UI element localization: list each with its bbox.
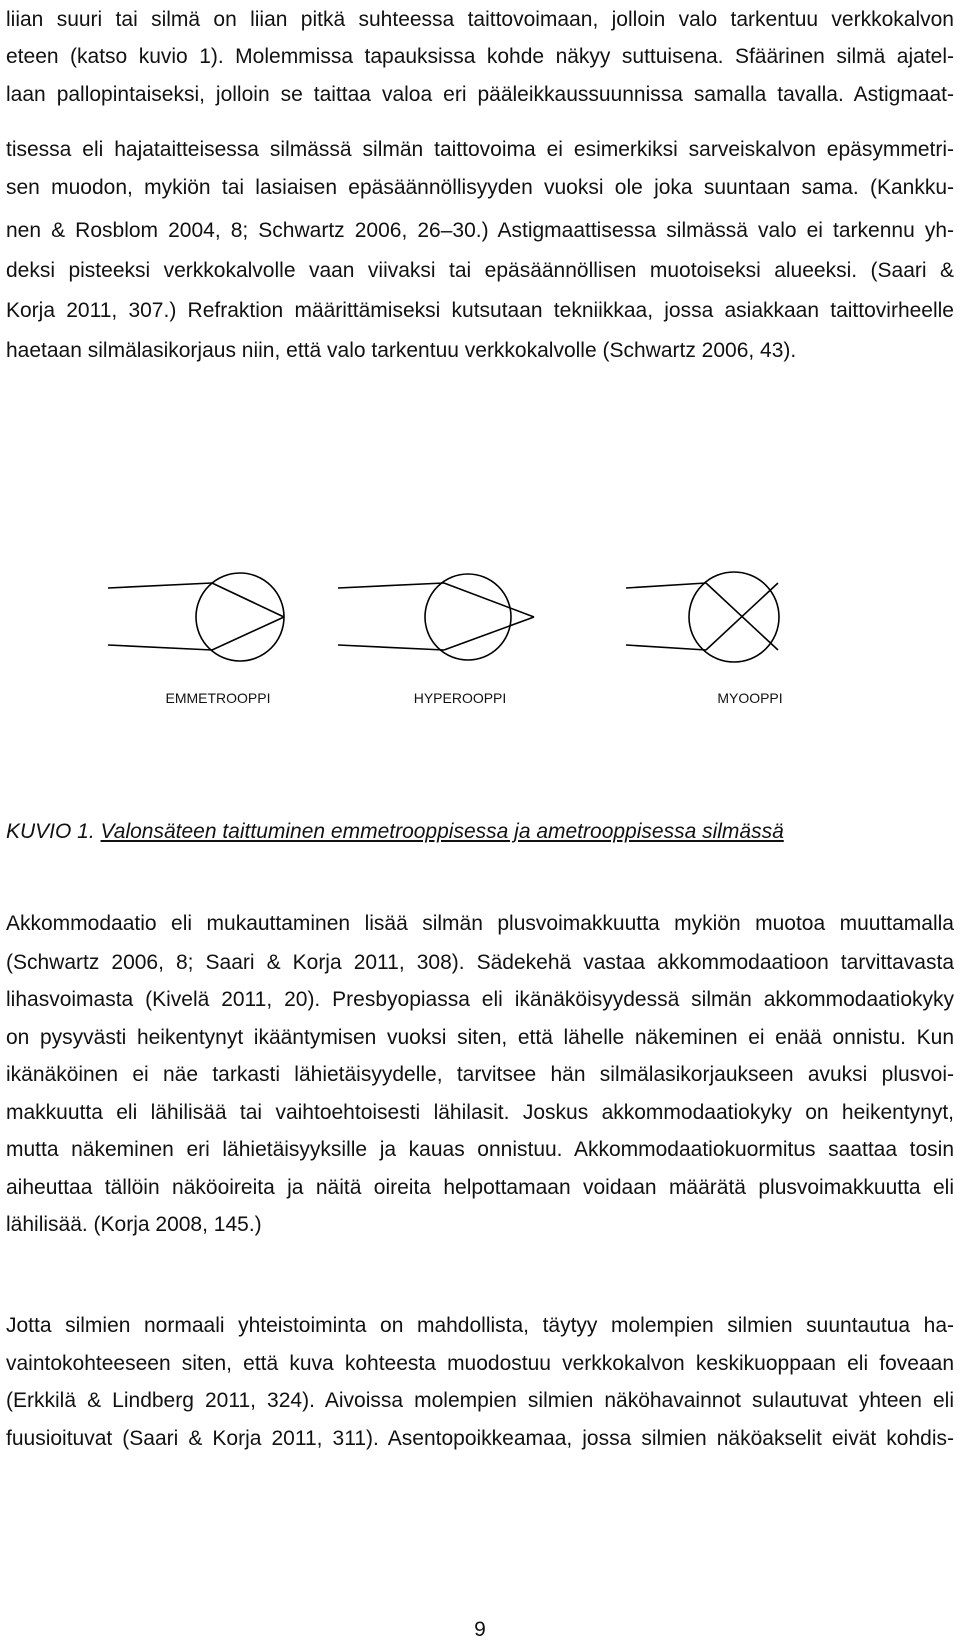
- emmetropia-label: EMMETROOPPI: [165, 690, 271, 706]
- text-line: fuusioituvat (Saari & Korja 2011, 311). Asentopoikkeamaa, jossa silmien näköakselit eivät kohdis-: [6, 1427, 954, 1450]
- text-line: eteen (katso kuvio 1). Molemmissa tapauksissa kohde näkyy suttuisena. Sfäärinen silmä ajatel-: [6, 45, 954, 68]
- text-line: (Schwartz 2006, 8; Saari & Korja 2011, 308). Sädekehä vastaa akkommodaatioon tarvittavasta: [6, 951, 954, 974]
- text-line: (Erkkilä & Lindberg 2011, 324). Aivoissa molempien silmien näköhavainnot sulautuvat yhteen eli: [6, 1389, 954, 1412]
- eye-refraction-figure: [0, 570, 960, 750]
- text-line: aiheuttaa tällöin näköoireita ja näitä oireita helpottamaan voidaan määrätä plusvoimakkuutta eli: [6, 1176, 954, 1199]
- text-line: mutta näkeminen eri lähietäisyyksille ja kauas onnistuu. Akkommodaatiokuormitus saattaa tosin: [6, 1138, 954, 1161]
- text-line: tisessa eli hajataitteisessa silmässä silmän taittovoima ei esimerkiksi sarveiskalvon epäsymmetri-: [6, 138, 954, 161]
- text-line: Jotta silmien normaali yhteistoiminta on mahdollista, täytyy molempien silmien suuntautua ha-: [6, 1314, 954, 1337]
- text-line: liian suuri tai silmä on liian pitkä suhteessa taittovoimaan, jolloin valo tarkentuu verkkokalvon: [6, 8, 954, 31]
- myopia-label: MYOOPPI: [717, 690, 783, 706]
- text-line: haetaan silmälasikorjaus niin, että valo tarkentuu verkkokalvolle (Schwartz 2006, 43).: [6, 339, 797, 362]
- text-line: ikänäköinen ei näe tarkasti lähietäisyydelle, tarvitsee hän silmälasikorjaukseen avuksi plusvoi-: [6, 1063, 954, 1086]
- eye-diagrams: [0, 570, 960, 750]
- caption-prefix: KUVIO 1.: [6, 820, 101, 843]
- text-line: Akkommodaatio eli mukauttaminen lisää silmän plusvoimakkuutta mykiön muotoa muuttamalla: [6, 912, 954, 935]
- text-line: vaintokohteeseen siten, että kuva kohteesta muodostuu verkkokalvon keskikuoppaan eli foveaan: [6, 1352, 954, 1375]
- text-line: makkuutta eli lähilisää tai vaihtoehtoisesti lähilasit. Joskus akkommodaatiokyky on heikentynyt,: [6, 1101, 954, 1124]
- text-line: lähilisää. (Korja 2008, 145.): [6, 1213, 262, 1236]
- myopia-eye-diagram: [626, 572, 779, 662]
- caption-text: Valonsäteen taittuminen emmetrooppisessa ja ametrooppisessa silmässä: [100, 820, 784, 843]
- text-line: nen & Rosblom 2004, 8; Schwartz 2006, 26–30.) Astigmaattisessa silmässä valo ei tarkennu yh-: [6, 219, 954, 242]
- page-number: 9: [474, 1618, 486, 1641]
- hyperopia-label: HYPEROOPPI: [413, 690, 507, 706]
- text-line: sen muodon, mykiön tai lasiaisen epäsäännöllisyyden vuoksi ole joka suuntaan sama. (Kankku-: [6, 176, 954, 199]
- emmetropia-eye-diagram: [108, 573, 284, 661]
- text-line: Korja 2011, 307.) Refraktion määrittämiseksi kutsutaan tekniikkaa, jossa asiakkaan taittovirheelle: [6, 299, 954, 322]
- hyperopia-eye-diagram: [338, 574, 534, 660]
- text-line: lihasvoimasta (Kivelä 2011, 20). Presbyopiassa eli ikänäköisyydessä silmän akkommodaatiokyky: [6, 988, 954, 1011]
- figure-caption: [6, 812, 784, 852]
- text-line: laan pallopintaiseksi, jolloin se taittaa valoa eri pääleikkaussuunnissa samalla tavalla. Astigmaat-: [6, 83, 954, 106]
- text-line: deksi pisteeksi verkkokalvolle vaan viivaksi tai epäsäännöllisen muotoiseksi alueeksi. (Saari &: [6, 259, 954, 282]
- text-line: on pysyvästi heikentynyt ikääntymisen vuoksi siten, että lähelle näkeminen ei enää onnistu. Kun: [6, 1026, 954, 1049]
